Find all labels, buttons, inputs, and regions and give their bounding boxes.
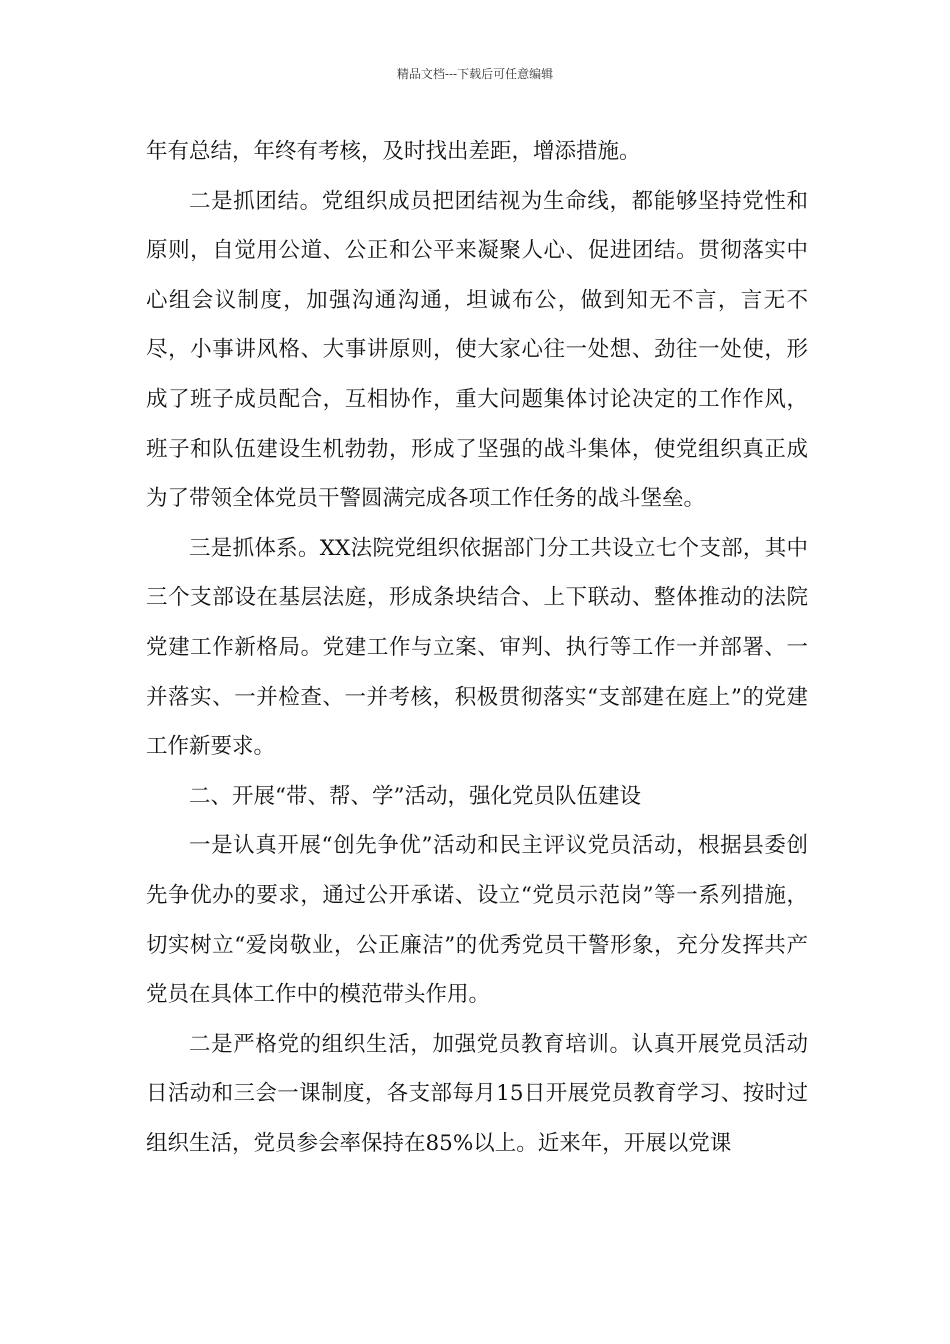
page-header: 精品文档---下载后可任意编辑	[396, 67, 554, 81]
paragraph-5: 二是严格党的组织生活，加强党员教育培训。认真开展党员活动日活动和三会一课制度，各支部每月15日开展党员教育学习、按时过组织生活，党员参会率保持在85%以上。近来年，开展以党课	[146, 1031, 808, 1156]
paragraph-3: 三是抓体系。XX法院党组织依据部门分工共设立七个支部，其中三个支部设在基层法庭，形成条块结合、上下联动、整体推动的法院党建工作新格局。党建工作与立案、审判、执行等工作一并部署、一并落实、一并检查、一并考核，积极贯彻落实“支部建在庭上”的党建工作新要求。	[146, 535, 808, 760]
paragraph-4: 一是认真开展“创先争优”活动和民主评议党员活动，根据县委创先争优办的要求，通过公开承诺、设立“党员示范岗”等一系列措施，切实树立“爱岗敬业，公正廉洁”的优秀党员干警形象，充分发挥共产党员在具体工作中的模范带头作用。	[146, 833, 808, 1008]
document-body	[146, 127, 808, 1168]
section-heading: 二、开展“带、帮、学”活动，强化党员队伍建设	[189, 783, 641, 809]
paragraph-1: 年有总结，年终有考核，及时找出差距，增添措施。	[146, 139, 641, 164]
paragraph-2: 二是抓团结。党组织成员把团结视为生命线，都能够坚持党性和原则，自觉用公道、公正和公平来凝聚人心、促进团结。贯彻落实中心组会议制度，加强沟通沟通，坦诚布公，做到知无不言，言无不尽，小事讲风格、大事讲原则，使大家心往一处想、劲往一处使，形成了班子成员配合，互相协作，重大问题集体讨论决定的工作作风，班子和队伍建设生机勃勃，形成了坚强的战斗集体，使党组织真正成为了带领全体党员干警圆满完成各项工作任务的战斗堡垒。	[146, 188, 808, 512]
